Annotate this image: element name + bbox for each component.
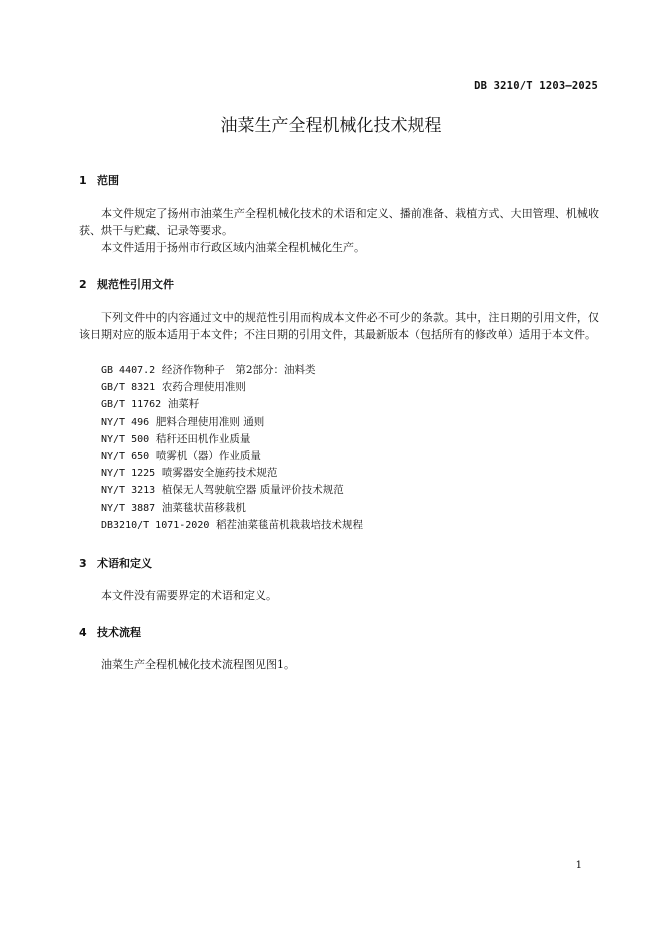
reference-item bbox=[101, 500, 363, 517]
section-3-heading bbox=[79, 555, 152, 571]
section-title: 技术流程 bbox=[97, 626, 141, 639]
section-title: 范围 bbox=[97, 174, 119, 187]
reference-code: NY/T 500 bbox=[101, 433, 150, 445]
section-2-paragraph-1: 下列文件中的内容通过文中的规范性引用而构成本文件必不可少的条款。其中，注日期的引用文件，仅该日期对应的版本适用于本文件；不注日期的引用文件，其最新版本（包括所有的修改单）适用于本文件。 bbox=[79, 311, 599, 341]
reference-list bbox=[101, 362, 363, 534]
reference-code: NY/T 3213 bbox=[101, 485, 156, 497]
reference-item bbox=[101, 414, 363, 431]
reference-item bbox=[101, 396, 363, 413]
reference-title: 农药合理使用准则 bbox=[161, 381, 246, 394]
section-number: 3 bbox=[79, 557, 87, 570]
section-4-heading bbox=[79, 624, 141, 640]
reference-code: GB/T 8321 bbox=[101, 382, 156, 394]
reference-title: 喷雾机（器）作业质量 bbox=[155, 450, 261, 463]
reference-item bbox=[101, 448, 363, 465]
section-4-paragraph-1: 油菜生产全程机械化技术流程图见图1。 bbox=[101, 658, 295, 671]
section-1-heading bbox=[79, 172, 119, 188]
reference-title: 喷雾器安全施药技术规范 bbox=[161, 467, 278, 480]
section-2-heading bbox=[79, 276, 174, 292]
reference-code: DB3210/T 1071-2020 bbox=[101, 519, 210, 531]
section-1-paragraph-1: 本文件规定了扬州市油菜生产全程机械化技术的术语和定义、播前准备、栽植方式、大田管理、机械收获、烘干与贮藏、记录等要求。 bbox=[79, 207, 599, 237]
document-code: DB 3210/T 1203—2025 bbox=[474, 80, 598, 92]
reference-item bbox=[101, 431, 363, 448]
reference-code: GB/T 11762 bbox=[101, 399, 162, 411]
reference-title: 植保无人驾驶航空器 质量评价技术规范 bbox=[161, 484, 344, 497]
reference-code: GB 4407.2 bbox=[101, 365, 156, 376]
reference-title: 经济作物种子 第2部分：油料类 bbox=[161, 364, 316, 376]
reference-item bbox=[101, 517, 363, 534]
page-number: 1 bbox=[575, 860, 582, 871]
section-number: 2 bbox=[79, 278, 87, 291]
reference-title: 油菜籽 bbox=[167, 398, 200, 411]
section-number: 1 bbox=[79, 174, 87, 187]
reference-title: 油菜毯状苗移栽机 bbox=[161, 501, 246, 514]
reference-code: NY/T 3887 bbox=[101, 502, 156, 514]
section-title: 术语和定义 bbox=[97, 557, 152, 570]
reference-item bbox=[101, 482, 363, 499]
section-number: 4 bbox=[79, 626, 87, 639]
reference-code: NY/T 1225 bbox=[101, 468, 156, 480]
section-1-paragraph-2: 本文件适用于扬州市行政区域内油菜全程机械化生产。 bbox=[101, 241, 365, 254]
reference-title: 秸秆还田机作业质量 bbox=[155, 432, 251, 445]
reference-title: 肥料合理使用准则 通则 bbox=[155, 415, 265, 428]
document-title: 油菜生产全程机械化技术规程 bbox=[220, 116, 442, 136]
section-title: 规范性引用文件 bbox=[97, 278, 174, 291]
reference-item bbox=[101, 362, 363, 379]
section-3-paragraph-1: 本文件没有需要界定的术语和定义。 bbox=[101, 589, 277, 602]
reference-item bbox=[101, 465, 363, 482]
reference-code: NY/T 496 bbox=[101, 416, 150, 428]
reference-code: NY/T 650 bbox=[101, 451, 150, 463]
reference-item bbox=[101, 379, 363, 396]
reference-title: 稻茬油菜毯苗机栽栽培技术规程 bbox=[216, 518, 364, 531]
